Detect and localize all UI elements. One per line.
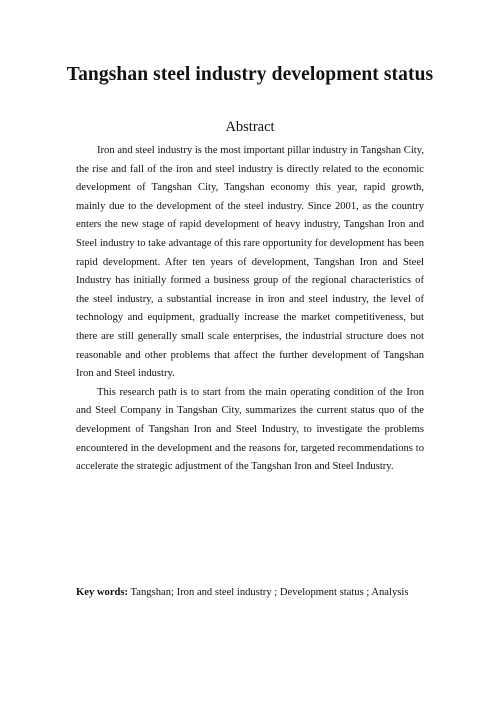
keywords-text: Tangshan; Iron and steel industry ; Development status ; Analysis xyxy=(128,587,409,598)
abstract-heading: Abstract xyxy=(225,119,275,135)
keywords-line xyxy=(76,585,424,601)
abstract-body xyxy=(76,142,424,477)
abstract-paragraph-2: This research path is to start from the main operating condition of the Iron and Steel Company in Tangshan City, summarizes the current status quo of the development of Tangshan Iron and Steel Industry, to investigate the problems encountered in the development and the reasons for, targeted recommendations to accelerate the strategic adjustment of the Tangshan Iron and Steel Industry. xyxy=(76,386,424,473)
document-title: Tangshan steel industry development status xyxy=(66,64,434,85)
keywords-label: Key words: xyxy=(76,587,129,598)
abstract-paragraph-1: Iron and steel industry is the most important pillar industry in Tangshan City, the rise and fall of the iron and steel industry is directly related to the economic development of Tangshan City, Tangshan economy this year, rapid growth, mainly due to the development of the steel industry. Since 2001, as the country enters the new stage of rapid development of heavy industry, Tangshan Iron and Steel industry to take advantage of this rare opportunity for development has been rapid development. After ten years of development, Tangshan Iron and Steel Industry has initially formed a business group of the regional characteristics of the steel industry, a substantial increase in iron and steel industry, the level of technology and equipment, gradually increase the market competitiveness, but there are still generally small scale enterprises, the industrial structure does not reasonable and other problems that affect the further development of Tangshan Iron and Steel industry. xyxy=(76,145,424,380)
